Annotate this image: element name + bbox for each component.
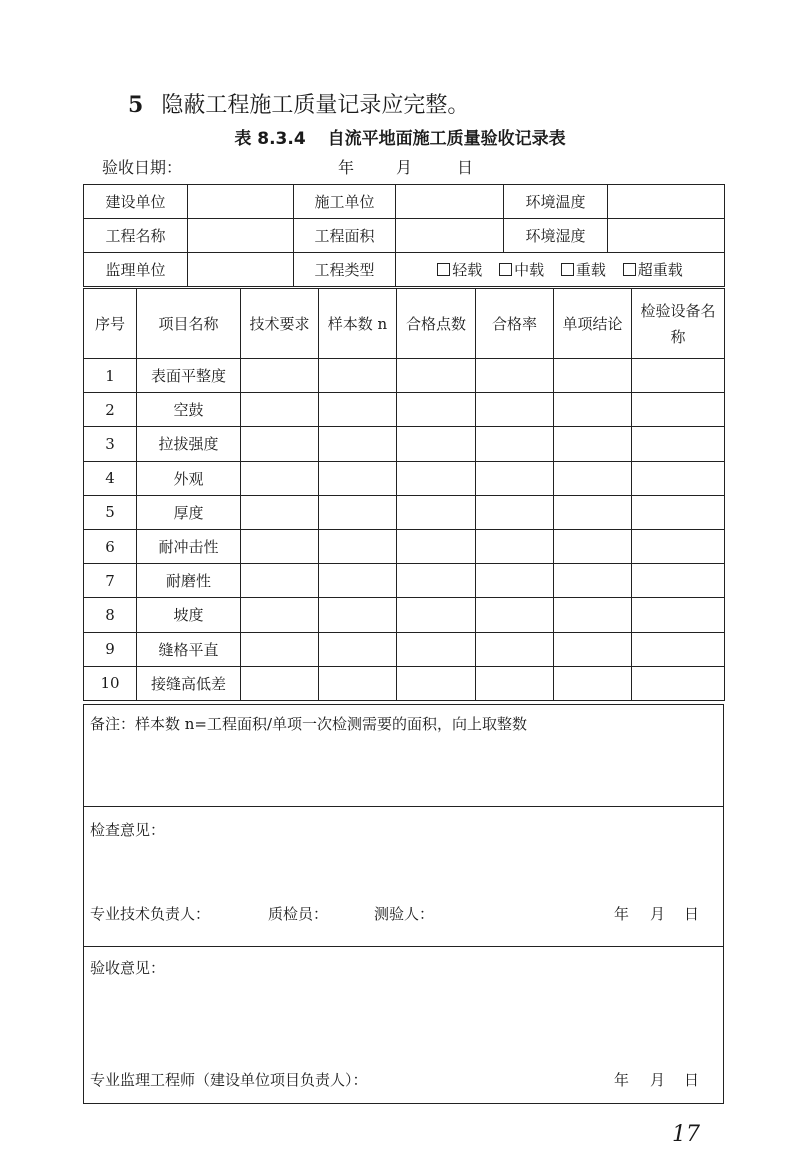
cell[interactable]	[632, 427, 725, 461]
col-header: 合格点数	[397, 289, 476, 359]
date-label: 验收日期：	[102, 158, 183, 177]
col-header: 项目名称	[137, 289, 241, 359]
cell[interactable]	[319, 598, 397, 632]
item-name: 厚度	[137, 495, 241, 529]
cell[interactable]	[397, 666, 476, 700]
item-name: 外观	[137, 461, 241, 495]
cell[interactable]	[241, 632, 319, 666]
col-header: 单项结论	[554, 289, 632, 359]
checkbox-icon[interactable]	[437, 263, 450, 276]
note-text: 备注：样本数 n=工程面积/单项一次检测需要的面积，向上取整数	[90, 715, 528, 733]
note-cell	[84, 705, 724, 807]
cell[interactable]	[476, 598, 554, 632]
cell[interactable]	[476, 529, 554, 563]
cell[interactable]	[632, 666, 725, 700]
cell[interactable]	[476, 564, 554, 598]
table-row	[84, 529, 725, 563]
value-project-name[interactable]	[188, 219, 294, 253]
project-info-table	[83, 184, 725, 287]
cell[interactable]	[319, 564, 397, 598]
col-header: 序号	[84, 289, 137, 359]
item-name: 缝格平直	[137, 632, 241, 666]
cell[interactable]	[319, 529, 397, 563]
clause-5	[128, 88, 469, 119]
item-number: 9	[84, 632, 137, 666]
item-name: 拉拔强度	[137, 427, 241, 461]
value-contractor[interactable]	[396, 185, 504, 219]
item-name: 空鼓	[137, 393, 241, 427]
value-project-area[interactable]	[396, 219, 504, 253]
checkbox-icon[interactable]	[623, 263, 636, 276]
inspection-month: 月	[650, 905, 666, 923]
item-name: 坡度	[137, 598, 241, 632]
inspection-year: 年	[614, 905, 630, 923]
cell[interactable]	[554, 598, 632, 632]
label-contractor: 施工单位	[294, 185, 396, 219]
item-number: 2	[84, 393, 137, 427]
cell[interactable]	[241, 598, 319, 632]
table-row	[84, 461, 725, 495]
table-title: 自流平地面施工质量验收记录表	[327, 129, 566, 149]
value-ambient-humidity[interactable]	[608, 219, 725, 253]
label-ambient-temperature: 环境温度	[504, 185, 608, 219]
cell[interactable]	[632, 564, 725, 598]
label-project-type: 工程类型	[294, 253, 396, 287]
cell[interactable]	[319, 359, 397, 393]
cell[interactable]	[397, 393, 476, 427]
cell[interactable]	[241, 393, 319, 427]
option-extra-heavy-load[interactable]: 超重载	[623, 261, 683, 279]
label-construction-unit: 建设单位	[84, 185, 188, 219]
cell[interactable]	[476, 461, 554, 495]
checkbox-icon[interactable]	[561, 263, 574, 276]
checkbox-icon[interactable]	[499, 263, 512, 276]
option-light-load[interactable]: 轻载	[437, 261, 482, 279]
item-number: 5	[84, 495, 137, 529]
cell[interactable]	[319, 393, 397, 427]
cell[interactable]	[554, 461, 632, 495]
item-name: 接缝高低差	[137, 666, 241, 700]
date-year: 年	[338, 158, 355, 177]
label-ambient-humidity: 环境湿度	[504, 219, 608, 253]
opinion-table	[83, 704, 724, 1104]
cell[interactable]	[632, 529, 725, 563]
cell[interactable]	[554, 393, 632, 427]
inspection-day: 日	[684, 905, 700, 923]
date-month: 月	[396, 158, 413, 177]
item-name: 表面平整度	[137, 359, 241, 393]
date-day: 日	[457, 158, 474, 177]
cell[interactable]	[319, 461, 397, 495]
value-ambient-temperature[interactable]	[608, 185, 725, 219]
label-project-area: 工程面积	[294, 219, 396, 253]
col-header: 检验设备名称	[632, 289, 725, 359]
tech-lead-signature: 专业技术负责人：	[90, 905, 211, 923]
cell[interactable]	[476, 393, 554, 427]
cell[interactable]	[554, 666, 632, 700]
item-number: 6	[84, 529, 137, 563]
label-project-name: 工程名称	[84, 219, 188, 253]
acceptance-year: 年	[614, 1071, 630, 1089]
item-name: 耐冲击性	[137, 529, 241, 563]
value-supervision-unit[interactable]	[188, 253, 294, 287]
item-number: 7	[84, 564, 137, 598]
cell[interactable]	[241, 495, 319, 529]
cell[interactable]	[476, 666, 554, 700]
cell[interactable]	[397, 427, 476, 461]
clause-text: 隐蔽工程施工质量记录应完整。	[161, 93, 470, 118]
cell[interactable]	[632, 632, 725, 666]
info-row	[84, 253, 725, 287]
cell[interactable]	[397, 461, 476, 495]
inspection-label: 检查意见：	[90, 821, 166, 839]
table-row	[84, 359, 725, 393]
supervising-engineer-signature: 专业监理工程师（建设单位项目负责人）：	[90, 1071, 368, 1089]
item-number: 1	[84, 359, 137, 393]
cell[interactable]	[397, 495, 476, 529]
acceptance-day: 日	[684, 1071, 700, 1089]
cell[interactable]	[397, 598, 476, 632]
cell[interactable]	[554, 427, 632, 461]
info-row	[84, 219, 725, 253]
cell[interactable]	[554, 359, 632, 393]
cell[interactable]	[632, 461, 725, 495]
table-row	[84, 393, 725, 427]
cell[interactable]	[554, 495, 632, 529]
cell[interactable]	[241, 529, 319, 563]
cell[interactable]	[476, 359, 554, 393]
cell[interactable]	[241, 564, 319, 598]
project-type-options	[396, 253, 725, 287]
page-number: 17	[672, 1122, 700, 1147]
cell[interactable]	[241, 666, 319, 700]
header-row	[84, 289, 725, 359]
table-row	[84, 632, 725, 666]
cell[interactable]	[476, 427, 554, 461]
cell[interactable]	[632, 598, 725, 632]
cell[interactable]	[397, 564, 476, 598]
cell[interactable]	[476, 495, 554, 529]
label-supervision-unit: 监理单位	[84, 253, 188, 287]
table-row	[84, 495, 725, 529]
acceptance-label: 验收意见：	[90, 959, 166, 977]
cell[interactable]	[241, 427, 319, 461]
cell[interactable]	[554, 529, 632, 563]
cell[interactable]	[241, 359, 319, 393]
cell[interactable]	[319, 666, 397, 700]
cell[interactable]	[397, 529, 476, 563]
option-medium-load[interactable]: 中载	[499, 261, 544, 279]
cell[interactable]	[319, 427, 397, 461]
table-row	[84, 598, 725, 632]
cell[interactable]	[632, 359, 725, 393]
item-number: 4	[84, 461, 137, 495]
cell[interactable]	[397, 359, 476, 393]
acceptance-month: 月	[650, 1071, 666, 1089]
table-row	[84, 666, 725, 700]
table-row	[84, 564, 725, 598]
value-construction-unit[interactable]	[188, 185, 294, 219]
inspection-opinion-cell[interactable]	[84, 807, 724, 947]
col-header: 样本数 n	[319, 289, 397, 359]
inspection-items-table	[83, 288, 725, 701]
cell[interactable]	[632, 393, 725, 427]
tester-signature: 测验人：	[374, 905, 435, 923]
clause-number: 5	[128, 92, 144, 118]
cell[interactable]	[397, 632, 476, 666]
table-code: 表 8.3.4	[234, 129, 306, 149]
cell[interactable]	[319, 632, 397, 666]
col-header: 合格率	[476, 289, 554, 359]
table-row	[84, 427, 725, 461]
acceptance-opinion-cell[interactable]	[84, 947, 724, 1104]
cell[interactable]	[241, 461, 319, 495]
item-number: 8	[84, 598, 137, 632]
quality-inspector-signature: 质检员：	[268, 905, 329, 923]
cell[interactable]	[554, 564, 632, 598]
option-heavy-load[interactable]: 重载	[561, 261, 606, 279]
cell[interactable]	[476, 632, 554, 666]
table-caption	[0, 124, 800, 149]
cell[interactable]	[319, 495, 397, 529]
info-row	[84, 185, 725, 219]
item-number: 3	[84, 427, 137, 461]
col-header: 技术要求	[241, 289, 319, 359]
cell[interactable]	[554, 632, 632, 666]
item-name: 耐磨性	[137, 564, 241, 598]
cell[interactable]	[632, 495, 725, 529]
item-number: 10	[84, 666, 137, 700]
